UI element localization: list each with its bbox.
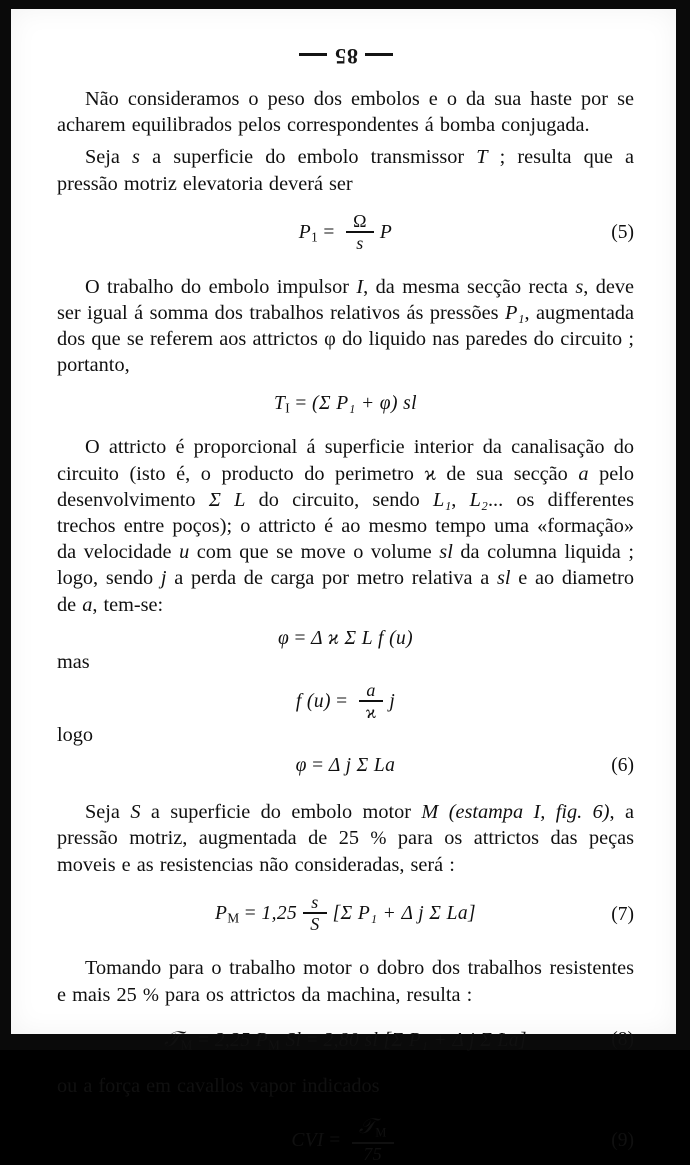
eq5-tail: P bbox=[379, 221, 393, 243]
p4-part-i: a perda de carga por metro relativa a bbox=[166, 567, 498, 590]
equation-9-row bbox=[57, 1113, 634, 1165]
p4-var-sl2: sl bbox=[497, 567, 511, 590]
eq9-equals: = bbox=[329, 1129, 341, 1151]
paragraph-1: Não consideramos o peso dos embolos e o da sua haste por se acharem equilibrados pelos correspondentes á bomba conjugada. bbox=[57, 88, 634, 137]
p5-var-M: M bbox=[421, 800, 439, 823]
margin-word-logo: logo bbox=[57, 724, 94, 747]
p6-part-a: Tomando para o trabalho motor o dobro dos trabalhos resistentes e mais 25 bbox=[57, 957, 634, 1006]
eq8-mid: 2,25 P bbox=[214, 1029, 269, 1051]
eq8-equals-1: = bbox=[198, 1029, 210, 1051]
eqTI-equals: = bbox=[295, 392, 307, 414]
eqfu-denominator: ϰ bbox=[359, 700, 383, 722]
eq7-lhs: P bbox=[215, 903, 228, 925]
page-content-area bbox=[57, 9, 635, 1165]
eq5-fraction bbox=[346, 212, 374, 253]
p4-part-k: e ao diametro de bbox=[57, 567, 634, 616]
margin-word-mas-row bbox=[57, 650, 634, 676]
equation-8-row bbox=[57, 1027, 634, 1054]
eqTI-lhs: T bbox=[274, 392, 286, 414]
eq9-denominator: 75 bbox=[352, 1142, 394, 1164]
p5-part-a: Seja bbox=[85, 800, 131, 823]
eq8-rhs: 2,80 sl [Σ P₁ + Δ j Σ La] bbox=[323, 1029, 527, 1051]
equation-6-body bbox=[296, 755, 396, 777]
p4-part-e: , bbox=[451, 488, 470, 511]
page-sheet bbox=[11, 9, 676, 1165]
eq7-tail: [Σ P₁ + Δ j Σ La] bbox=[332, 903, 476, 925]
eq9-lhs: CVI bbox=[291, 1129, 324, 1151]
p4-part-a: O attricto é proporcional á superficie interior da canalisação do circuito (isto é, o producto do perimetro bbox=[57, 436, 634, 485]
eq6-lhs: φ bbox=[295, 754, 307, 776]
eqphi1-equals: = bbox=[294, 627, 306, 649]
eqfu-lhs: f (u) bbox=[295, 690, 331, 712]
eq6-rhs: Δ j Σ La bbox=[328, 754, 396, 776]
p4-part-c: pelo desenvolvimento bbox=[57, 462, 634, 511]
p5-ref-estampa: (estampa I, fig. 6) bbox=[438, 800, 610, 823]
paragraph-5 bbox=[57, 799, 634, 879]
p3-var-I: I bbox=[356, 275, 364, 298]
eqfu-fraction bbox=[359, 681, 383, 722]
equation-7-row bbox=[57, 894, 634, 935]
eqTI-rhs: (Σ P₁ + φ) sl bbox=[312, 392, 417, 414]
eq8-lhs-script-T: 𝒯 bbox=[164, 1026, 181, 1051]
p5-part-d: , a pressão motriz, augmentada de 25 bbox=[57, 800, 634, 849]
margin-word-mas: mas bbox=[57, 651, 90, 674]
eq7-coefficient: 1,25 bbox=[261, 903, 298, 925]
eq7-lhs-sub: M bbox=[227, 911, 240, 927]
margin-word-logo-row bbox=[57, 723, 634, 749]
equation-phi1-row bbox=[57, 628, 634, 650]
equation-8-number: (8) bbox=[611, 1029, 634, 1051]
p4-sigma-L: Σ L bbox=[208, 488, 246, 511]
paragraph-6 bbox=[57, 955, 634, 1008]
eq7-fraction bbox=[303, 893, 326, 934]
equation-TI-row bbox=[57, 393, 634, 417]
eq8-mid2: Sl bbox=[285, 1029, 302, 1051]
eq5-equals: = bbox=[323, 221, 335, 243]
p2-var-T: T bbox=[476, 146, 488, 169]
p4-part-f: ... os differentes trechos entre poços); o attricto é ao mesmo tempo uma «formação» da velocidade bbox=[57, 488, 635, 564]
p3-part-c: , deve ser igual á somma dos trabalhos relativos ás pressões bbox=[57, 275, 634, 325]
eq8-lhs-sub: M bbox=[180, 1037, 193, 1053]
p4-var-sl: sl bbox=[439, 541, 453, 564]
p3-part-d: , augmentada dos que se referem aos attrictos bbox=[57, 302, 634, 351]
equation-phi1-body bbox=[278, 628, 413, 650]
eq8-mid-sub: M bbox=[268, 1037, 281, 1053]
eq5-lhs: P bbox=[298, 221, 312, 243]
equation-fu-body bbox=[295, 679, 396, 723]
p4-var-L1: L₁ bbox=[432, 488, 452, 511]
equation-6-row bbox=[57, 755, 634, 777]
p3-part-e: do liquido nas paredes do circuito ; portanto, bbox=[57, 328, 634, 377]
paragraph-2 bbox=[57, 144, 634, 196]
eqphi1-lhs: φ bbox=[277, 627, 290, 649]
equation-fu-row bbox=[57, 679, 634, 723]
p4-var-L2: L₂ bbox=[469, 488, 488, 511]
p5-percent-sign: % bbox=[370, 827, 387, 849]
eq7-equals: = bbox=[244, 903, 257, 925]
equation-5-number: (5) bbox=[611, 222, 634, 244]
p4-var-u: u bbox=[179, 541, 190, 564]
eqfu-numerator: a bbox=[366, 679, 376, 700]
eq8-equals-2: = bbox=[306, 1029, 319, 1051]
p5-part-e: para os attrictos das peças moveis e as resistencias não consideradas, será : bbox=[57, 826, 634, 877]
paragraph-7: ou a força em cavallos vapor indicados bbox=[57, 1075, 380, 1098]
p5-part-b: a superficie do embolo motor bbox=[140, 800, 422, 823]
eqfu-equals: = bbox=[336, 690, 348, 712]
p3-var-s: s bbox=[575, 275, 584, 298]
eqfu-tail: j bbox=[389, 690, 396, 712]
eq9-fraction bbox=[352, 1113, 394, 1165]
p4-var-j: j bbox=[160, 567, 167, 590]
eq6-equals: = bbox=[312, 754, 324, 776]
equation-9-body bbox=[291, 1113, 399, 1165]
eqTI-lhs-sub: I bbox=[285, 400, 291, 416]
equation-TI-body bbox=[274, 393, 417, 417]
equation-7-body bbox=[215, 894, 476, 935]
eq9-numerator bbox=[352, 1113, 394, 1142]
p3-var-P1: P₁ bbox=[505, 302, 525, 325]
paragraph-4 bbox=[57, 434, 634, 617]
eq5-lhs-sub: 1 bbox=[311, 229, 319, 245]
eq9-numerator-script-T: 𝒯 bbox=[358, 1113, 376, 1138]
eq9-numerator-sub: M bbox=[375, 1125, 387, 1140]
p2-part-b: a superficie do embolo transmissor bbox=[139, 146, 477, 169]
p4-var-kappa: ϰ bbox=[424, 462, 436, 485]
page-folio bbox=[57, 42, 634, 68]
paragraph-3 bbox=[57, 274, 634, 379]
p4-var-a2: a bbox=[82, 593, 93, 616]
p5-var-S: S bbox=[130, 800, 141, 823]
eq7-denominator: S bbox=[303, 912, 326, 934]
folio-dash-left bbox=[299, 53, 327, 56]
p6-part-b: para os attrictos da machina, resulta : bbox=[158, 983, 473, 1006]
page-number: 85 bbox=[333, 44, 358, 69]
equation-5-row bbox=[57, 210, 634, 254]
p2-part-c: ; resulta que a pressão motriz elevatoria deverá ser bbox=[57, 146, 635, 195]
equation-5-body bbox=[298, 210, 393, 254]
eq5-numerator: Ω bbox=[353, 210, 367, 231]
equation-8-body bbox=[164, 1027, 527, 1054]
p3-part-b: , da mesma secção recta bbox=[363, 275, 576, 298]
p2-part-a: Seja bbox=[85, 146, 133, 169]
p3-part-a: O trabalho do embolo impulsor bbox=[85, 275, 357, 298]
eqphi1-rhs: Δ ϰ Σ L f (u) bbox=[311, 627, 414, 649]
eq5-denominator: s bbox=[346, 231, 374, 253]
p3-var-phi: φ bbox=[324, 328, 336, 351]
p4-part-d: do circuito, sendo bbox=[245, 488, 433, 511]
equation-7-number: (7) bbox=[611, 903, 634, 925]
p4-var-a: a bbox=[578, 462, 589, 485]
equation-6-number: (6) bbox=[611, 754, 634, 776]
p4-part-l: , tem-se: bbox=[92, 593, 164, 616]
eq7-numerator: s bbox=[311, 892, 319, 913]
p2-var-s: s bbox=[132, 146, 140, 169]
p4-part-b: de sua secção bbox=[435, 462, 579, 485]
equation-9-number: (9) bbox=[611, 1130, 634, 1152]
folio-dash-right bbox=[365, 53, 393, 56]
p4-part-g: com que se move o volume bbox=[189, 541, 440, 564]
p4-part-h: da columna liquida ; logo, sendo bbox=[57, 541, 635, 590]
p6-percent-sign: % bbox=[142, 984, 159, 1006]
